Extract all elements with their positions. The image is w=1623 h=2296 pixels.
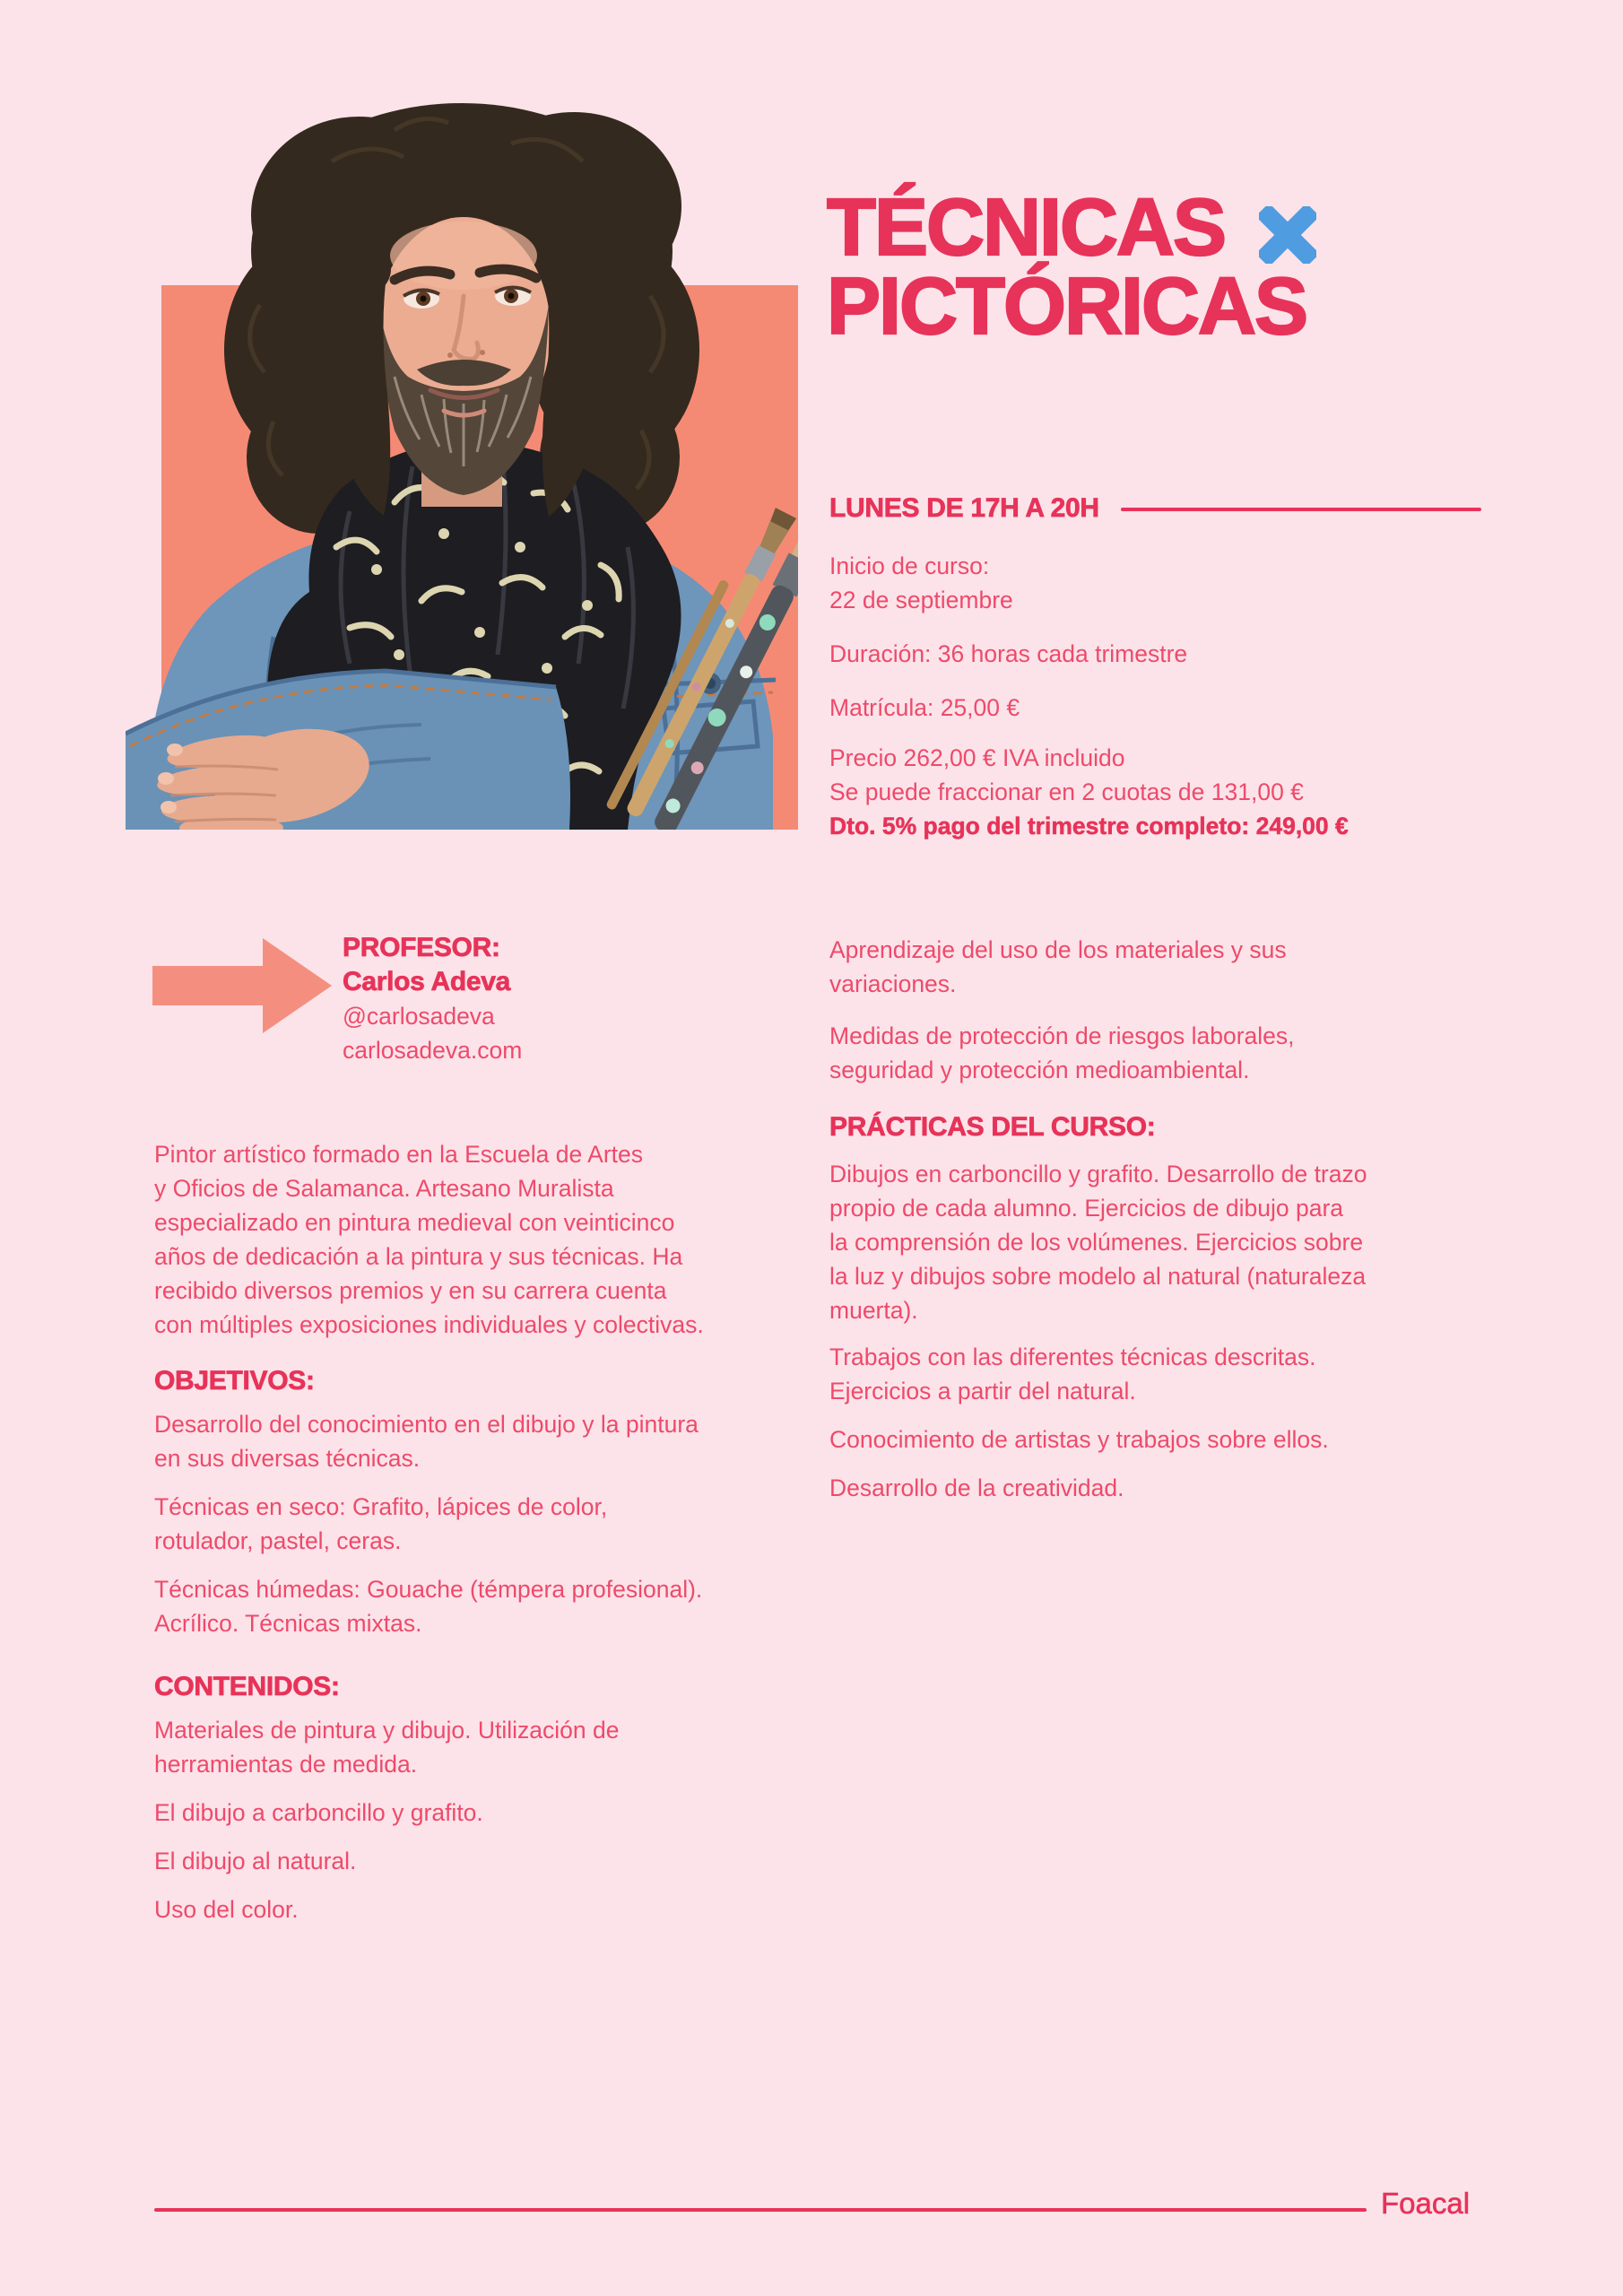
page-title [827,183,1307,352]
footer-rule [154,2208,1367,2212]
contenidos-p3: El dibujo al natural. [154,1848,357,1874]
schedule-price [829,741,1481,843]
professor-instagram: @carlosadeva [343,1003,495,1030]
right-column [829,933,1488,1519]
contenidos-p1: Materiales de pintura y dibujo. Utilización de herramientas de medida. [154,1717,620,1778]
contenidos-p4: Uso del color. [154,1896,299,1923]
professor-website: carlosadeva.com [343,1037,523,1064]
schedule-heading: LUNES DE 17H A 20H [829,493,1099,523]
professor-block [343,931,522,1067]
heading-rule [1121,508,1481,511]
schedule-enrollment: Matrícula: 25,00 € [829,694,1020,721]
practicas-p1: Dibujos en carboncillo y grafito. Desarrollo de trazo propio de cada alumno. Ejercicios de dibujo para la comprensión de los volúmenes. Ejercicios sobre la luz y dibujos sobre modelo al natural (naturaleza muerta). [829,1161,1367,1324]
safety-measures: Medidas de protección de riesgos laborales, seguridad y protección medioambiental. [829,1022,1295,1083]
professor-name: Carlos Adeva [343,967,511,996]
left-column [154,1137,825,1941]
objetivos-p1: Desarrollo del conocimiento en el dibujo y la pintura en sus diversas técnicas. [154,1411,699,1472]
professor-bio: Pintor artístico formado en la Escuela de Artes y Oficios de Salamanca. Artesano Muralista especializado en pintura medieval con veinticinco años de dedicación a la pintura y sus técnicas. Ha recibido diversos premios y en su carrera cuenta con múltiples exposiciones individuales y colectivas. [154,1141,704,1338]
practicas-heading: PRÁCTICAS DEL CURSO: [829,1112,1156,1142]
schedule-section [829,491,1481,843]
schedule-discount-line: Dto. 5% pago del trimestre completo: 249,00 € [829,813,1349,839]
schedule-duration: Duración: 36 horas cada trimestre [829,640,1188,667]
schedule-installments-line: Se puede fraccionar en 2 cuotas de 131,00 € [829,778,1304,805]
schedule-start-label: Inicio de curso: [829,552,990,579]
professor-photo [126,81,798,830]
objetivos-p3: Técnicas húmedas: Gouache (témpera profesional). Acrílico. Técnicas mixtas. [154,1576,703,1637]
contenidos-heading: CONTENIDOS: [154,1672,340,1701]
professor-photo-illustration [126,81,798,830]
practicas-p2: Trabajos con las diferentes técnicas descritas. Ejercicios a partir del natural. [829,1344,1316,1405]
objetivos-heading: OBJETIVOS: [154,1366,315,1396]
practicas-p3: Conocimiento de artistas y trabajos sobre ellos. [829,1426,1329,1453]
arrow-right-icon [152,938,332,1033]
blue-x-icon [1259,206,1316,264]
page-title-line2: PICTÓRICAS [827,262,1307,352]
objetivos-p2: Técnicas en seco: Grafito, lápices de color, rotulador, pastel, ceras. [154,1493,608,1554]
schedule-start-date: 22 de septiembre [829,587,1013,613]
schedule-start [829,549,1481,617]
schedule-price-line: Precio 262,00 € IVA incluido [829,744,1125,771]
footer-brand: Foacal [1381,2187,1471,2220]
professor-label: PROFESOR: [343,933,500,962]
materials-learning: Aprendizaje del uso de los materiales y sus variaciones. [829,936,1287,997]
page-title-line1: TÉCNICAS [827,183,1226,273]
practicas-p4: Desarrollo de la creatividad. [829,1474,1124,1501]
contenidos-p2: El dibujo a carboncillo y grafito. [154,1799,483,1826]
schedule-heading-row [829,491,1481,526]
